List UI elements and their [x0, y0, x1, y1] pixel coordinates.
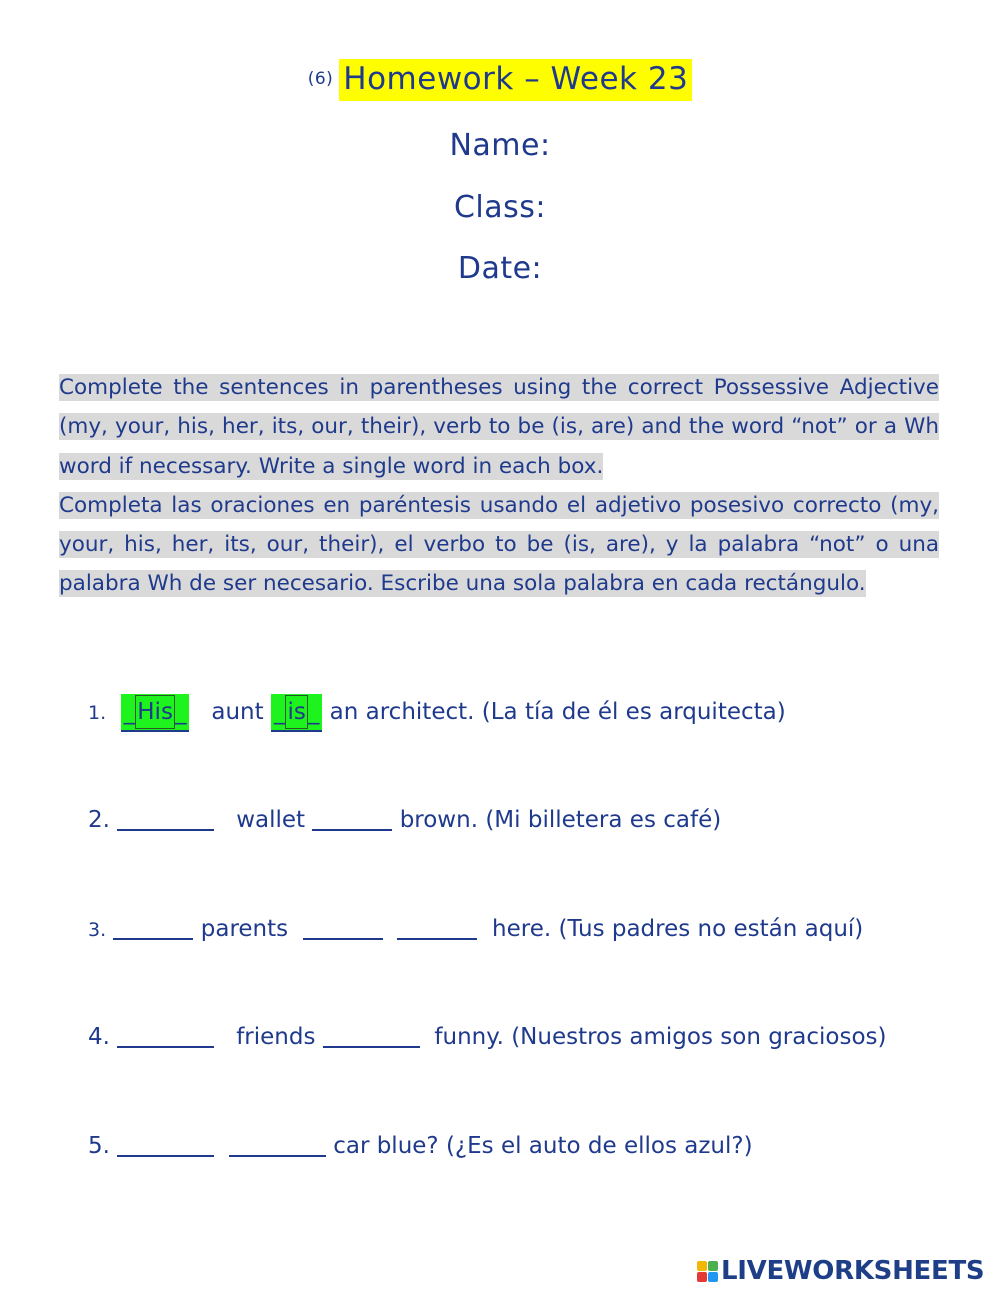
exercise-text: friends — [236, 1024, 316, 1050]
instructions — [59, 368, 939, 604]
liveworksheets-logo — [697, 1256, 984, 1286]
exercise-text: here. (Tus padres no están aquí) — [492, 916, 864, 942]
instructions-english-text: Complete the sentences in parentheses using the correct Possessive Adjective (my, your, his, her, its, our, their), verb to be (is, are) and the word “not” or a Wh word if necessary. Write a single word in each box. — [59, 375, 939, 479]
exercise-4 — [88, 1024, 886, 1050]
answer-value: is — [285, 695, 307, 729]
answer-blank[interactable] — [117, 807, 214, 831]
logo-square — [708, 1272, 718, 1282]
exercise-1 — [88, 694, 786, 732]
instructions-spanish — [59, 486, 939, 604]
exercise-number: 2. — [88, 807, 110, 833]
class-label: Class: — [453, 190, 547, 225]
answer-blank[interactable] — [229, 1133, 326, 1157]
title-line — [0, 60, 1000, 97]
answer-blank[interactable] — [303, 916, 383, 940]
exercise-number: 4. — [88, 1024, 110, 1050]
exercise-text: an architect. (La tía de él es arquitecta) — [329, 699, 786, 725]
answer-blank[interactable] — [312, 807, 392, 831]
answer-blank[interactable] — [117, 1024, 214, 1048]
exercise-text: brown. (Mi billetera es café) — [399, 807, 722, 833]
answer-value: His — [135, 695, 175, 729]
logo-square — [697, 1261, 707, 1271]
logo-mark-icon — [697, 1261, 718, 1282]
exercise-3 — [88, 916, 863, 942]
logo-square — [697, 1272, 707, 1282]
exercise-text: aunt — [211, 699, 264, 725]
logo-square — [708, 1261, 718, 1271]
exercise-number: 1. — [88, 702, 107, 724]
instructions-english — [59, 368, 939, 486]
date-label: Date: — [457, 251, 543, 286]
name-label: Name: — [449, 128, 551, 163]
answer-blank[interactable] — [117, 1133, 214, 1157]
exercise-text: car blue? (¿Es el auto de ellos azul?) — [333, 1133, 753, 1159]
exercise-5 — [88, 1133, 753, 1159]
answer-box-1[interactable]: _His_ — [121, 694, 190, 732]
logo-text: LIVEWORKSHEETS — [721, 1256, 985, 1286]
answer-blank[interactable] — [113, 916, 193, 940]
sheet-number: (6) — [307, 68, 334, 89]
exercise-text: funny. (Nuestros amigos son graciosos) — [434, 1024, 887, 1050]
exercise-number: 5. — [88, 1133, 110, 1159]
exercise-text: wallet — [236, 807, 306, 833]
exercise-text: parents — [200, 916, 289, 942]
answer-blank[interactable] — [323, 1024, 420, 1048]
page-title: Homework – Week 23 — [339, 59, 692, 101]
answer-box-2[interactable]: _is_ — [271, 694, 322, 732]
answer-blank[interactable] — [397, 916, 477, 940]
exercise-number: 3. — [88, 919, 107, 941]
instructions-spanish-text: Completa las oraciones en paréntesis usando el adjetivo posesivo correcto (my, your, his, her, its, our, their), el verbo to be (is, are), y la palabra “not” o una palabra Wh de ser necesario. Escribe una sola palabra en cada rectángulo. — [59, 492, 939, 597]
exercise-2 — [88, 807, 721, 833]
